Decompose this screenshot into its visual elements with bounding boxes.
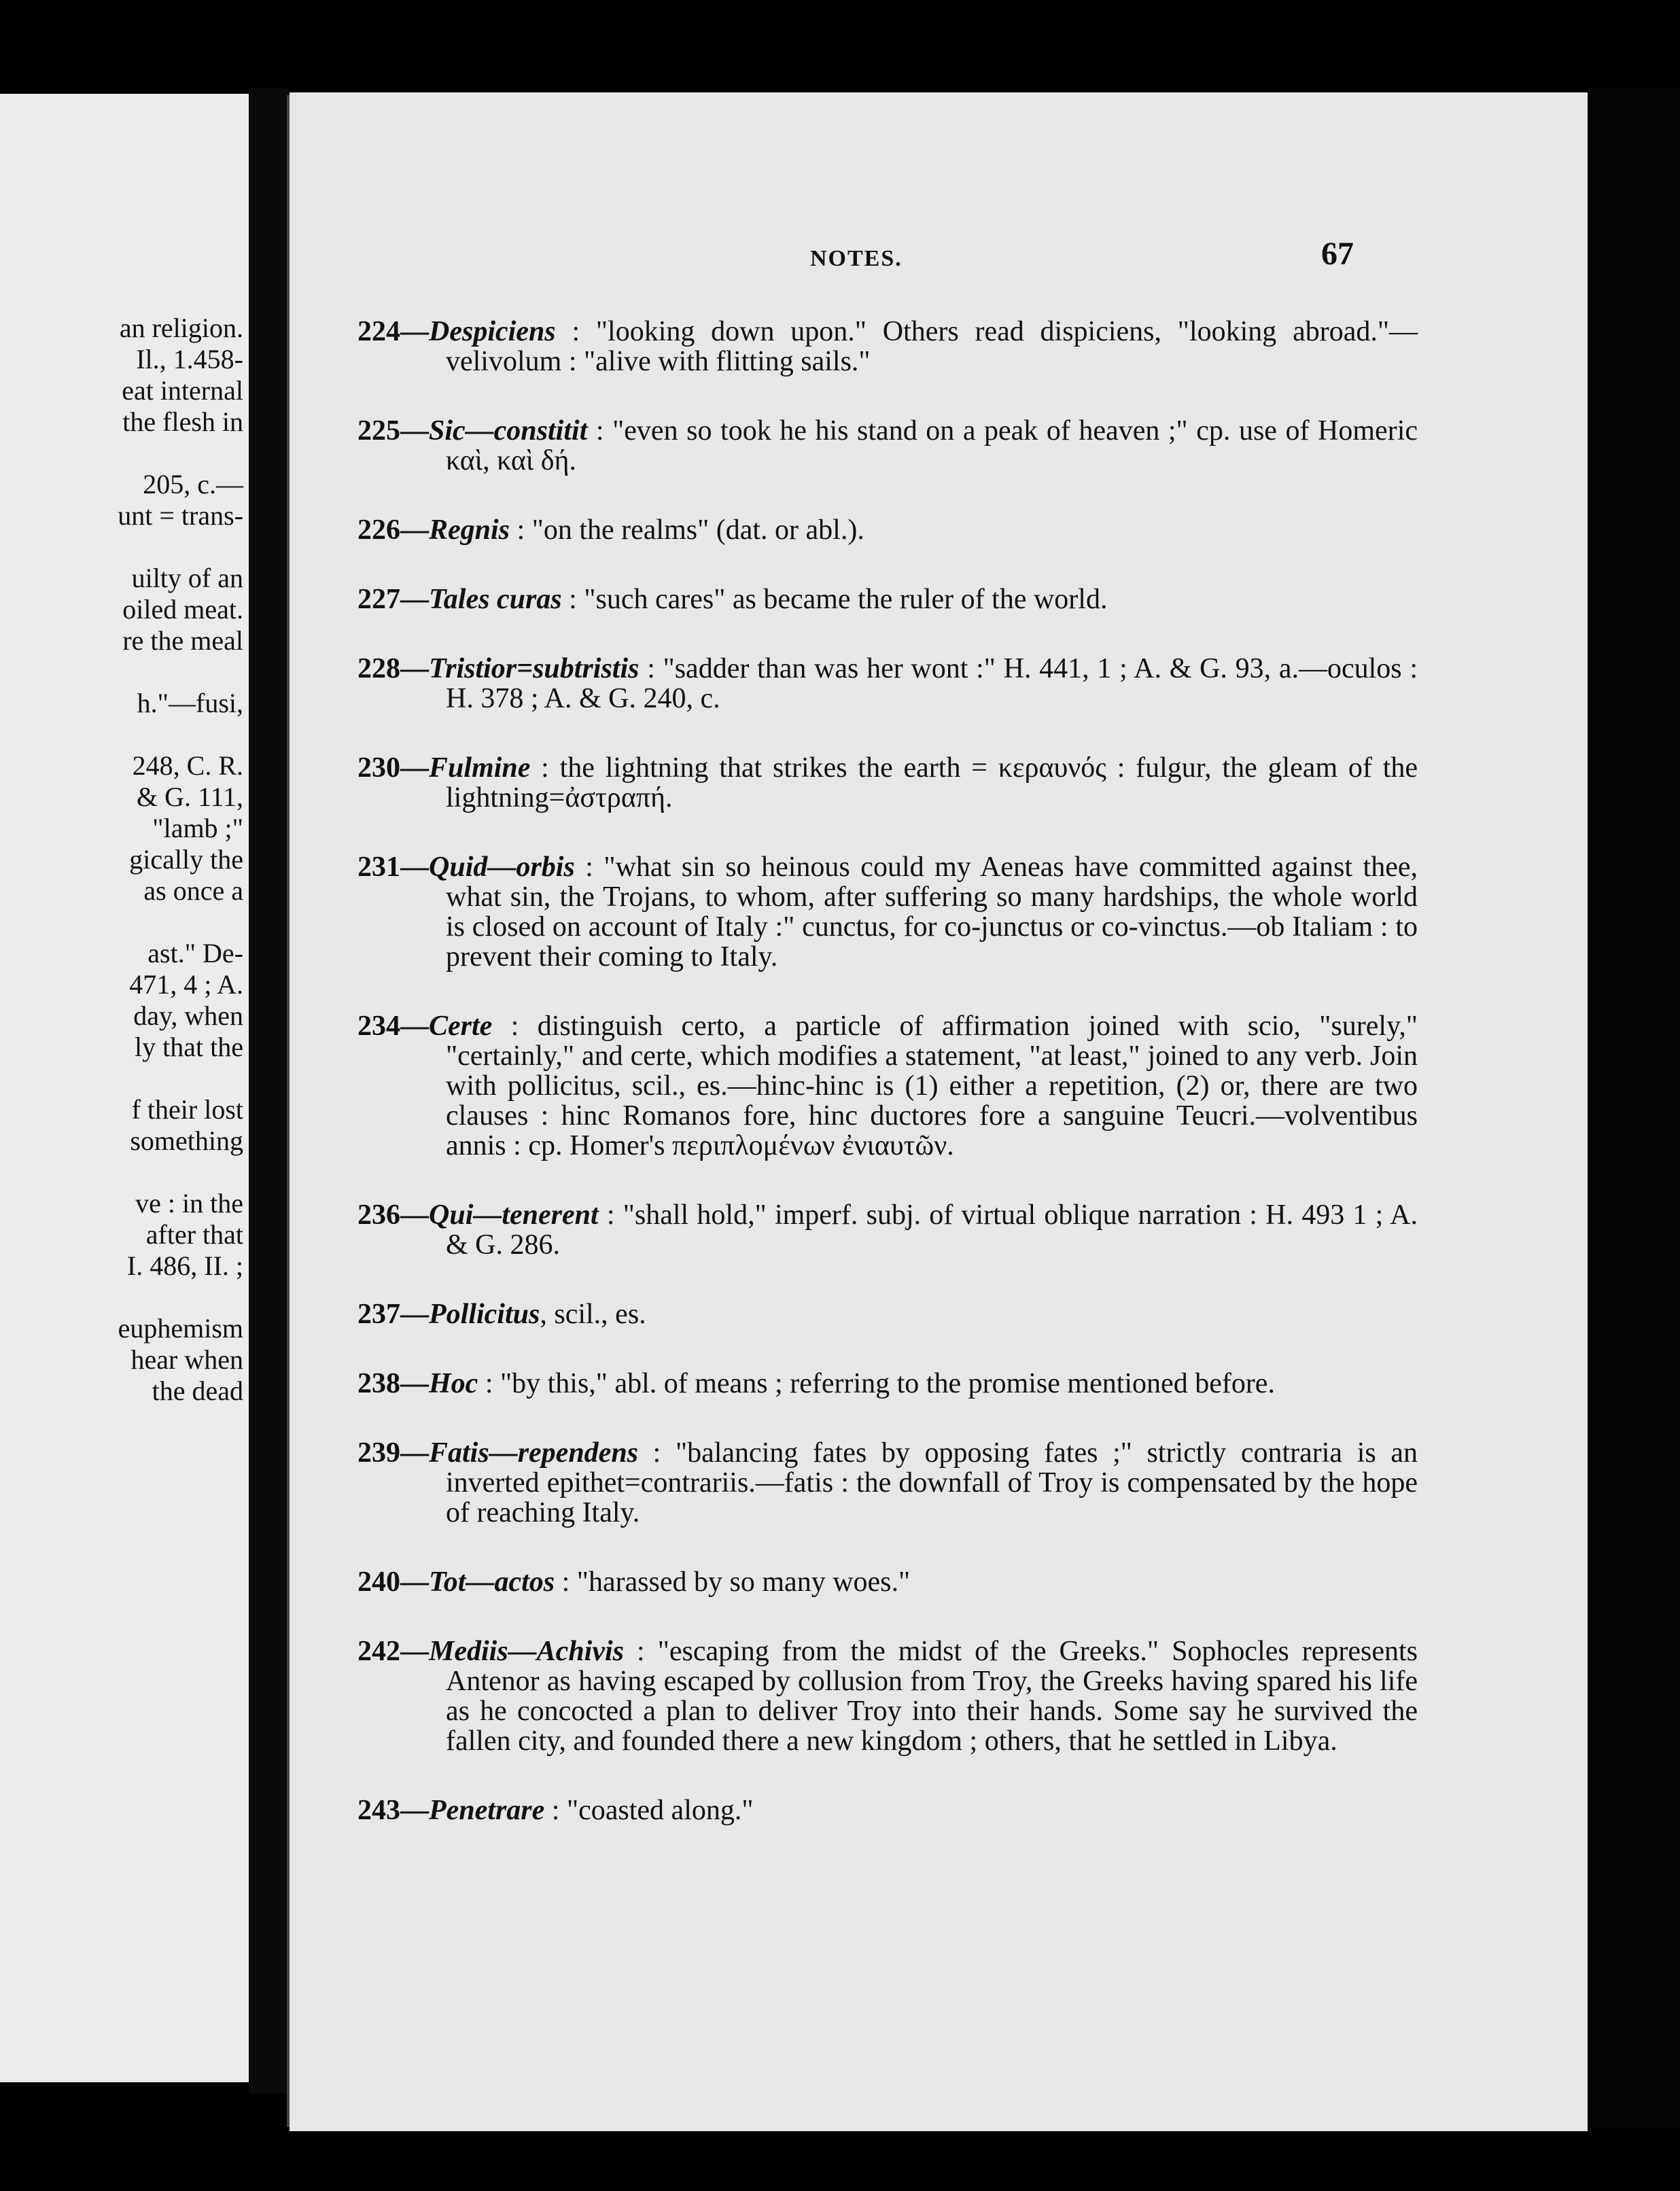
previous-page-line <box>0 656 243 688</box>
previous-page-line <box>0 1063 243 1094</box>
previous-page-line: uilty of an <box>131 563 243 593</box>
note-text: : "even so took he his stand on a peak of heaven ;" cp. use of Homeric καὶ, καὶ δή. <box>446 415 1418 476</box>
previous-page-line: h."—fusi, <box>137 688 243 718</box>
previous-page-line: an religion. <box>119 313 243 343</box>
note-paragraph <box>357 1636 1418 1756</box>
previous-page-line: gically the <box>129 844 243 875</box>
previous-page-line <box>0 907 243 938</box>
previous-page-line: 248, C. R. <box>132 750 243 781</box>
notes-list <box>357 317 1418 1825</box>
lemma: Pollicitus <box>429 1299 540 1330</box>
em-dash: — <box>400 1566 429 1598</box>
line-number: 234 <box>357 1011 400 1042</box>
note-text: , scil., es. <box>540 1299 646 1330</box>
line-number: 240 <box>357 1566 400 1598</box>
lemma: Tales curas <box>429 584 562 615</box>
lemma: Qui—tenerent <box>429 1199 599 1231</box>
note-text: : "escaping from the midst of the Greeks." Sophocles represents Antenor as having escaped by collusion from Troy, the Greeks having spared his life as he concocted a plan to deliver Troy into their hands. Some say he survived the fallen city, and founded there a new kingdom ; others, that he settled in Libya. <box>446 1636 1418 1757</box>
note-entry <box>357 852 1418 972</box>
note-text: : "by this," abl. of means ; referring to the promise mentioned before. <box>478 1368 1275 1399</box>
note-entry <box>357 515 1418 545</box>
book-page <box>290 92 1588 2131</box>
line-number: 237 <box>357 1299 400 1330</box>
note-paragraph <box>357 1299 1418 1329</box>
note-entry <box>357 317 1418 376</box>
note-paragraph <box>357 1369 1418 1399</box>
note-entry <box>357 753 1418 813</box>
line-number: 226 <box>357 514 400 546</box>
previous-page-line: oiled meat. <box>122 594 243 625</box>
note-entry <box>357 1299 1418 1329</box>
previous-page-line: eat internal <box>122 375 243 406</box>
previous-page-line: something <box>130 1125 243 1156</box>
previous-page-line: euphemism <box>118 1313 243 1344</box>
note-entry <box>357 1567 1418 1597</box>
previous-page-line: hear when <box>130 1344 243 1375</box>
previous-page-line: "lamb ;" <box>152 813 243 843</box>
note-entry <box>357 1636 1418 1756</box>
lemma: Fatis—rependens <box>429 1437 639 1469</box>
note-paragraph <box>357 654 1418 714</box>
previous-page-line: unt = trans- <box>118 500 243 531</box>
previous-page-line: ast." De- <box>147 938 243 968</box>
em-dash: — <box>400 1199 429 1231</box>
previous-page-line: I. 486, II. ; <box>126 1250 243 1281</box>
line-number: 225 <box>357 415 400 446</box>
note-text: : "looking down upon." Others read dispiciens, "looking abroad."—velivolum : "alive with flitting sails." <box>446 316 1418 377</box>
previous-page-line: re the meal <box>122 625 243 656</box>
note-entry <box>357 1438 1418 1528</box>
lemma: Regnis <box>429 514 510 546</box>
em-dash: — <box>400 852 429 883</box>
lemma: Sic—constitit <box>429 415 588 446</box>
note-paragraph <box>357 1567 1418 1597</box>
note-paragraph <box>357 1795 1418 1825</box>
previous-page-line: ve : in the <box>135 1188 243 1219</box>
note-text: : "shall hold," imperf. subj. of virtual oblique narration : H. 493 1 ; A. & G. 286. <box>446 1199 1418 1261</box>
line-number: 236 <box>357 1199 400 1231</box>
note-paragraph <box>357 753 1418 813</box>
line-number: 243 <box>357 1795 400 1826</box>
previous-page-line <box>0 531 243 563</box>
note-entry <box>357 654 1418 714</box>
line-number: 242 <box>357 1636 400 1667</box>
em-dash: — <box>400 1437 429 1469</box>
em-dash: — <box>400 752 429 784</box>
note-paragraph <box>357 852 1418 972</box>
line-number: 230 <box>357 752 400 784</box>
line-number: 224 <box>357 316 400 347</box>
note-paragraph <box>357 1011 1418 1161</box>
running-head: NOTES. <box>810 246 903 271</box>
line-number: 227 <box>357 584 400 615</box>
previous-page-line: & G. 111, <box>136 782 243 812</box>
note-text: : "harassed by so many woes." <box>555 1566 911 1598</box>
note-text: : the lightning that strikes the earth = κεραυνός : fulgur, the gleam of the lightning=ἀστραπή. <box>446 752 1418 813</box>
previous-page-fragment <box>0 94 249 2082</box>
em-dash: — <box>400 584 429 615</box>
lemma: Mediis—Achivis <box>429 1636 625 1667</box>
em-dash: — <box>400 316 429 347</box>
em-dash: — <box>400 653 429 684</box>
previous-page-line <box>0 1157 243 1188</box>
em-dash: — <box>400 514 429 546</box>
previous-page-line: 205, c.— <box>143 469 243 499</box>
note-text: : "sadder than was her wont :" H. 441, 1 ; A. & G. 93, a.—oculos : H. 378 ; A. & G. 240, c. <box>446 653 1418 714</box>
note-text: : "on the realms" (dat. or abl.). <box>510 514 864 546</box>
previous-page-line <box>0 438 243 469</box>
note-paragraph <box>357 584 1418 614</box>
line-number: 231 <box>357 852 400 883</box>
previous-page-line: the flesh in <box>122 406 243 437</box>
note-entry <box>357 416 1418 476</box>
lemma: Tristior=subtristis <box>429 653 640 684</box>
lemma: Despiciens <box>429 316 556 347</box>
note-entry <box>357 584 1418 614</box>
note-paragraph <box>357 1200 1418 1260</box>
em-dash: — <box>400 1368 429 1399</box>
note-text: : distinguish certo, a particle of affirmation joined with scio, "surely," "certainly," and certe, which modifies a statement, "at least," joined to any verb. Join with pollicitus, scil., es.—hinc-hinc is (1) either a repetition, (2) or, there are two clauses : hinc Romanos fore, hinc ductores fore a sanguine Teucri.—volventibus annis : cp. Homer's περιπλομένων ἐνιαυτῶν. <box>446 1011 1418 1161</box>
lemma: Fulmine <box>429 752 531 784</box>
previous-page-line <box>0 719 243 750</box>
note-paragraph <box>357 317 1418 376</box>
previous-page-line: the dead <box>152 1375 243 1406</box>
lemma: Penetrare <box>429 1795 545 1826</box>
previous-page-line: Il., 1.458- <box>136 344 243 374</box>
em-dash: — <box>400 1011 429 1042</box>
lemma: Hoc <box>429 1368 478 1399</box>
note-entry <box>357 1795 1418 1825</box>
note-paragraph <box>357 416 1418 476</box>
note-text: : "such cares" as became the ruler of the world. <box>561 584 1108 615</box>
page-number: 67 <box>1321 236 1354 272</box>
em-dash: — <box>400 1795 429 1826</box>
previous-page-lines <box>0 313 243 1407</box>
previous-page-line <box>0 1282 243 1313</box>
lemma: Quid—orbis <box>429 852 575 883</box>
note-text: : "balancing fates by opposing fates ;" strictly contraria is an inverted epithet=contrariis.—fatis : the downfall of Troy is compensated by the hope of reaching Italy. <box>446 1437 1418 1528</box>
note-text: : "what sin so heinous could my Aeneas have committed against thee, what sin, the Trojans, to whom, after suffering so many hardships, the whole world is closed on account of Italy :" cunctus, for co-junctus or co-vinctus.—ob Italiam : to prevent their coming to Italy. <box>446 852 1418 972</box>
line-number: 228 <box>357 653 400 684</box>
lemma: Tot—actos <box>429 1566 555 1598</box>
page-header <box>290 236 1588 290</box>
note-entry <box>357 1369 1418 1399</box>
em-dash: — <box>400 415 429 446</box>
previous-page-line: day, when <box>133 1000 243 1031</box>
previous-page-line: f their lost <box>131 1094 243 1125</box>
lemma: Certe <box>429 1011 493 1042</box>
note-entry <box>357 1011 1418 1161</box>
line-number: 239 <box>357 1437 400 1469</box>
note-entry <box>357 1200 1418 1260</box>
previous-page-line: ly that the <box>135 1032 243 1062</box>
line-number: 238 <box>357 1368 400 1399</box>
note-paragraph <box>357 515 1418 545</box>
em-dash: — <box>400 1636 429 1667</box>
em-dash: — <box>400 1299 429 1330</box>
previous-page-line: 471, 4 ; A. <box>129 969 243 1000</box>
note-paragraph <box>357 1438 1418 1528</box>
previous-page-line: after that <box>145 1219 243 1250</box>
previous-page-line: as once a <box>143 875 243 906</box>
note-text: : "coasted along." <box>544 1795 754 1826</box>
